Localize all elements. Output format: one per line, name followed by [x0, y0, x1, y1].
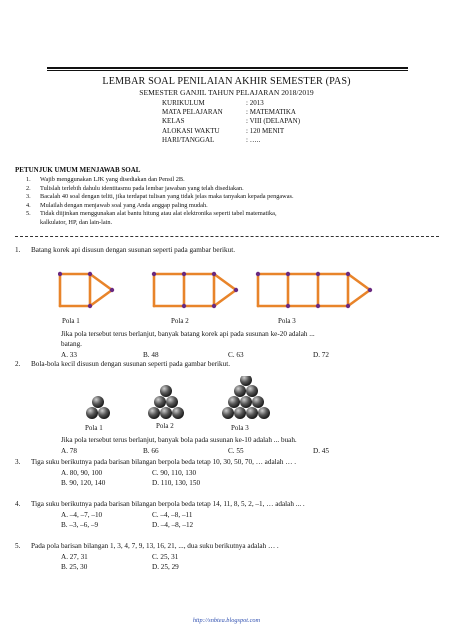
q3-option-b: B. 90, 120, 140	[61, 479, 106, 487]
meta-row-waktu: ALOKASI WAKTU : 120 MENIT	[162, 126, 285, 135]
matchstick-figure	[58, 270, 378, 314]
q1-option-b: B. 48	[143, 351, 159, 359]
q1-option-d: D. 72	[313, 351, 329, 359]
question-4: 4. Tiga suku berikutnya pada barisan bilangan berpola beda tetap 14, 11, 8, 5, 2, –1, … adalah ... .	[15, 500, 305, 508]
question-3: 3. Tiga suku berikutnya pada barisan bilangan berpola beda tetap 10, 30, 50, 70, … adalah … .	[15, 458, 297, 466]
ball-pattern-2	[148, 385, 184, 419]
q2-option-c: C. 55	[228, 447, 244, 455]
question-5: 5. Pada pola barisan bilangan 1, 3, 4, 7, 9, 13, 16, 21, ..., dua suku berikutnya adalah … .	[15, 542, 279, 550]
page-subtitle: SEMESTER GANJIL TAHUN PELAJARAN 2018/2019	[139, 88, 314, 97]
header-rule-bottom	[47, 70, 408, 71]
q1-label-pola-2: Pola 2	[171, 317, 189, 325]
matchstick-pattern-2	[154, 274, 236, 306]
q4-option-b: B. –3, –6, –9	[61, 521, 99, 529]
exam-meta	[162, 99, 300, 145]
q1-option-c: C. 63	[228, 351, 244, 359]
q4-option-c: C. –4, –8, –11	[152, 511, 193, 519]
meta-row-kurikulum: KURIKULUM : 2013	[162, 99, 264, 107]
q3-option-a: A. 80, 90, 100	[61, 469, 103, 477]
q2-label-pola-3: Pola 3	[231, 424, 249, 432]
meta-row-mapel: MATA PELAJARAN : MATEMATIKA	[162, 108, 296, 117]
q1-label-pola-1: Pola 1	[62, 317, 80, 325]
footer-link[interactable]: http://snbtea.blogspot.com	[192, 617, 261, 624]
meta-row-tanggal: HARI/TANGGAL : …..	[162, 135, 261, 144]
matchstick-pattern-1	[60, 274, 112, 306]
question-1: 1. Batang korek api disusun dengan susunan seperti pada gambar berikut.	[15, 246, 235, 254]
q1-label-pola-3: Pola 3	[278, 317, 296, 325]
q5-option-c: C. 25, 31	[152, 553, 179, 561]
q2-option-b: B. 66	[143, 447, 159, 455]
instructions-heading: PETUNJUK UMUM MENJAWAB SOAL	[15, 166, 141, 174]
ball-figure	[76, 376, 286, 424]
q2-option-a: A. 78	[61, 447, 77, 455]
q3-option-c: C. 90, 110, 130	[152, 469, 197, 477]
list-item: 5. Tidak diijinkan menggunakan alat bantu hitung atau alat elektronika seperti tabel matematika,	[26, 210, 277, 218]
list-item: kalkulator, HP, dan lain-lain.	[40, 218, 113, 226]
q5-option-b: B. 25, 30	[61, 563, 88, 571]
section-divider	[15, 236, 439, 237]
q1-option-a: A. 33	[61, 351, 77, 359]
q1-follow-text: Jika pola tersebut terus berlanjut, banyak batang korek api pada susunan ke-20 adalah ...	[61, 330, 315, 338]
q2-label-pola-1: Pola 1	[85, 424, 103, 432]
list-item: 3. Bacalah 40 soal dengan teliti, jika terdapat tulisan yang tidak jelas maka tanyakan kepada pengawas.	[26, 193, 294, 201]
header-rule-top	[47, 67, 408, 69]
page-title: LEMBAR SOAL PENILAIAN AKHIR SEMESTER (PAS)	[102, 76, 351, 87]
q2-label-pola-2: Pola 2	[156, 422, 174, 430]
list-item: 4. Mulailah dengan menjawab soal yang Anda anggap paling mudah.	[26, 201, 208, 209]
instructions-list	[26, 176, 444, 228]
list-item: 2. Tulislah terlebih dahulu identitasmu pada lembar jawaban yang telah disediakan.	[26, 184, 244, 192]
q5-option-a: A. 27, 31	[61, 553, 88, 561]
q2-follow-text: Jika pola tersebut terus berlanjut, banyak bola pada susunan ke-10 adalah ... buah.	[61, 436, 297, 444]
q5-option-d: D. 25, 29	[152, 563, 179, 571]
q3-option-d: D. 110, 130, 150	[152, 479, 201, 487]
ball-pattern-3	[222, 376, 270, 419]
matchstick-pattern-3	[258, 274, 370, 306]
q2-option-d: D. 45	[313, 447, 329, 455]
list-item: 1. Wajib menggunakan LJK yang disediakan dan Pensil 2B.	[26, 176, 185, 183]
question-2: 2. Bola-bola kecil disusun dengan susunan seperti pada gambar berikut.	[15, 360, 231, 368]
meta-row-kelas: KELAS : VIII (DELAPAN)	[162, 117, 301, 126]
q1-follow-text-2: batang.	[61, 340, 82, 348]
ball-pattern-1	[86, 396, 110, 419]
q4-option-d: D. –4, –8, –12	[152, 521, 194, 529]
q4-option-a: A. –4, –7, –10	[61, 511, 103, 519]
